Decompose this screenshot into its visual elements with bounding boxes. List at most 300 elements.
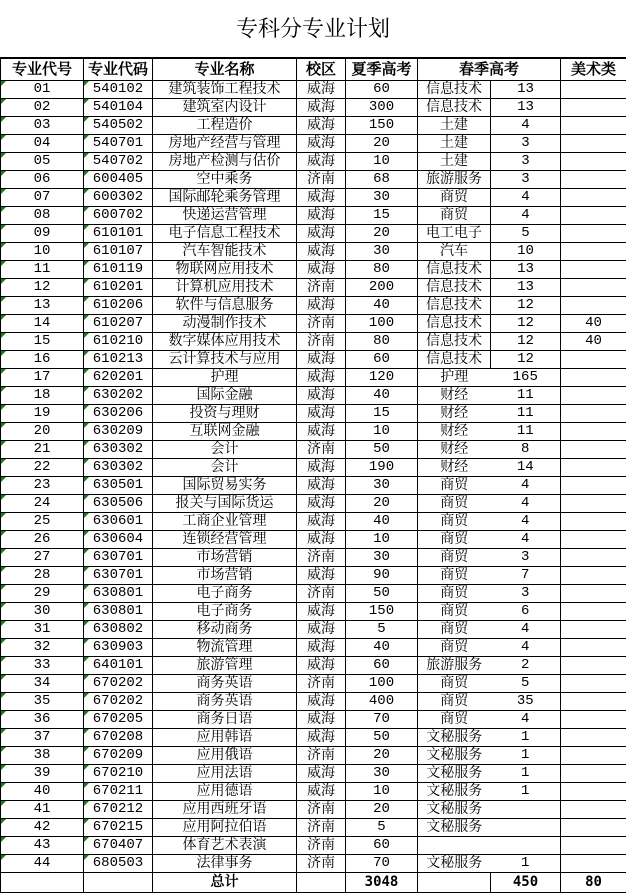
- cell-major-code[interactable]: 610201: [84, 279, 153, 297]
- cell-major-code[interactable]: 630701: [84, 549, 153, 567]
- cell-major-code[interactable]: 640101: [84, 657, 153, 675]
- cell-major-no[interactable]: 28: [1, 567, 84, 585]
- cell-major-code[interactable]: 630206: [84, 405, 153, 423]
- cell-major-name[interactable]: 商务日语: [153, 711, 297, 729]
- cell-art-quota[interactable]: [561, 297, 626, 315]
- cell-major-no[interactable]: 16: [1, 351, 84, 369]
- cell-major-name[interactable]: 工商企业管理: [153, 513, 297, 531]
- cell-major-code[interactable]: 610213: [84, 351, 153, 369]
- cell-spring-category[interactable]: 信息技术: [418, 99, 491, 117]
- cell-major-name[interactable]: 国际贸易实务: [153, 477, 297, 495]
- cell-campus[interactable]: 威海: [297, 135, 346, 153]
- cell-campus[interactable]: 威海: [297, 297, 346, 315]
- cell-major-name[interactable]: 工程造价: [153, 117, 297, 135]
- cell-summer-quota[interactable]: 300: [346, 99, 418, 117]
- cell-spring-quota[interactable]: 13: [491, 81, 561, 99]
- cell-spring-quota[interactable]: 35: [491, 693, 561, 711]
- cell-campus[interactable]: 济南: [297, 801, 346, 819]
- cell-major-code[interactable]: 600302: [84, 189, 153, 207]
- cell-art-quota[interactable]: 40: [561, 315, 626, 333]
- cell-campus[interactable]: 威海: [297, 261, 346, 279]
- cell-major-code[interactable]: 610210: [84, 333, 153, 351]
- cell-spring-quota[interactable]: 3: [491, 135, 561, 153]
- cell-campus[interactable]: 威海: [297, 459, 346, 477]
- cell-spring-category[interactable]: 商贸: [418, 207, 491, 225]
- cell-summer-quota[interactable]: 400: [346, 693, 418, 711]
- cell-spring-quota[interactable]: 7: [491, 567, 561, 585]
- cell-campus[interactable]: 威海: [297, 657, 346, 675]
- cell-spring-category[interactable]: 护理: [418, 369, 491, 387]
- total-empty[interactable]: [297, 873, 346, 893]
- cell-major-name[interactable]: 互联网金融: [153, 423, 297, 441]
- cell-art-quota[interactable]: [561, 189, 626, 207]
- cell-summer-quota[interactable]: 100: [346, 315, 418, 333]
- cell-campus[interactable]: 济南: [297, 837, 346, 855]
- cell-art-quota[interactable]: [561, 621, 626, 639]
- cell-art-quota[interactable]: [561, 711, 626, 729]
- cell-spring-quota[interactable]: 1: [491, 783, 561, 801]
- cell-major-no[interactable]: 09: [1, 225, 84, 243]
- cell-campus[interactable]: 威海: [297, 531, 346, 549]
- cell-spring-quota[interactable]: 4: [491, 189, 561, 207]
- cell-spring-category[interactable]: 商贸: [418, 495, 491, 513]
- cell-spring-quota[interactable]: 1: [491, 729, 561, 747]
- cell-campus[interactable]: 威海: [297, 351, 346, 369]
- cell-spring-category[interactable]: [418, 837, 491, 855]
- cell-major-code[interactable]: 670208: [84, 729, 153, 747]
- cell-campus[interactable]: 威海: [297, 387, 346, 405]
- cell-summer-quota[interactable]: 60: [346, 657, 418, 675]
- cell-spring-quota[interactable]: 3: [491, 153, 561, 171]
- cell-major-no[interactable]: 19: [1, 405, 84, 423]
- cell-spring-category[interactable]: 旅游服务: [418, 657, 491, 675]
- cell-art-quota[interactable]: [561, 729, 626, 747]
- total-spring[interactable]: 450: [491, 873, 561, 893]
- cell-major-name[interactable]: 建筑室内设计: [153, 99, 297, 117]
- cell-major-code[interactable]: 630209: [84, 423, 153, 441]
- cell-major-no[interactable]: 44: [1, 855, 84, 873]
- cell-campus[interactable]: 威海: [297, 225, 346, 243]
- cell-major-name[interactable]: 应用法语: [153, 765, 297, 783]
- cell-major-name[interactable]: 电子商务: [153, 603, 297, 621]
- cell-spring-category[interactable]: 土建: [418, 117, 491, 135]
- cell-spring-quota[interactable]: 13: [491, 279, 561, 297]
- cell-summer-quota[interactable]: 68: [346, 171, 418, 189]
- total-art[interactable]: 80: [561, 873, 626, 893]
- cell-summer-quota[interactable]: 60: [346, 351, 418, 369]
- cell-major-code[interactable]: 630302: [84, 459, 153, 477]
- cell-major-code[interactable]: 630701: [84, 567, 153, 585]
- cell-major-no[interactable]: 34: [1, 675, 84, 693]
- cell-major-code[interactable]: 540102: [84, 81, 153, 99]
- cell-summer-quota[interactable]: 100: [346, 675, 418, 693]
- cell-spring-category[interactable]: 商贸: [418, 621, 491, 639]
- cell-major-no[interactable]: 37: [1, 729, 84, 747]
- cell-campus[interactable]: 威海: [297, 99, 346, 117]
- cell-major-name[interactable]: 商务英语: [153, 693, 297, 711]
- cell-spring-quota[interactable]: 5: [491, 675, 561, 693]
- cell-spring-category[interactable]: 商贸: [418, 603, 491, 621]
- cell-major-no[interactable]: 21: [1, 441, 84, 459]
- cell-summer-quota[interactable]: 20: [346, 495, 418, 513]
- cell-spring-category[interactable]: 商贸: [418, 549, 491, 567]
- cell-major-name[interactable]: 物流管理: [153, 639, 297, 657]
- cell-summer-quota[interactable]: 70: [346, 711, 418, 729]
- cell-summer-quota[interactable]: 10: [346, 531, 418, 549]
- cell-major-name[interactable]: 应用阿拉伯语: [153, 819, 297, 837]
- cell-spring-quota[interactable]: 6: [491, 603, 561, 621]
- cell-spring-category[interactable]: 文秘服务: [418, 783, 491, 801]
- cell-spring-category[interactable]: 信息技术: [418, 351, 491, 369]
- cell-major-no[interactable]: 31: [1, 621, 84, 639]
- cell-spring-quota[interactable]: [491, 837, 561, 855]
- cell-major-code[interactable]: 610107: [84, 243, 153, 261]
- cell-major-code[interactable]: 670215: [84, 819, 153, 837]
- cell-major-name[interactable]: 市场营销: [153, 567, 297, 585]
- cell-art-quota[interactable]: [561, 675, 626, 693]
- cell-art-quota[interactable]: [561, 477, 626, 495]
- cell-summer-quota[interactable]: 15: [346, 405, 418, 423]
- cell-spring-category[interactable]: 商贸: [418, 531, 491, 549]
- cell-art-quota[interactable]: [561, 369, 626, 387]
- header-campus[interactable]: 校区: [297, 59, 346, 81]
- cell-summer-quota[interactable]: 30: [346, 765, 418, 783]
- cell-summer-quota[interactable]: 80: [346, 333, 418, 351]
- cell-major-no[interactable]: 22: [1, 459, 84, 477]
- cell-spring-category[interactable]: 文秘服务: [418, 747, 491, 765]
- cell-major-name[interactable]: 应用韩语: [153, 729, 297, 747]
- cell-campus[interactable]: 威海: [297, 153, 346, 171]
- cell-summer-quota[interactable]: 10: [346, 153, 418, 171]
- cell-art-quota[interactable]: [561, 261, 626, 279]
- cell-major-code[interactable]: 670202: [84, 675, 153, 693]
- cell-summer-quota[interactable]: 50: [346, 585, 418, 603]
- cell-art-quota[interactable]: [561, 513, 626, 531]
- cell-major-code[interactable]: 610206: [84, 297, 153, 315]
- cell-summer-quota[interactable]: 60: [346, 837, 418, 855]
- total-label[interactable]: 总计: [153, 873, 297, 893]
- cell-art-quota[interactable]: [561, 549, 626, 567]
- cell-art-quota[interactable]: 40: [561, 333, 626, 351]
- cell-art-quota[interactable]: [561, 603, 626, 621]
- cell-major-no[interactable]: 05: [1, 153, 84, 171]
- cell-major-code[interactable]: 670210: [84, 765, 153, 783]
- cell-summer-quota[interactable]: 50: [346, 441, 418, 459]
- cell-spring-quota[interactable]: 11: [491, 423, 561, 441]
- cell-campus[interactable]: 威海: [297, 423, 346, 441]
- cell-campus[interactable]: 济南: [297, 585, 346, 603]
- cell-major-name[interactable]: 建筑装饰工程技术: [153, 81, 297, 99]
- cell-summer-quota[interactable]: 30: [346, 549, 418, 567]
- cell-art-quota[interactable]: [561, 693, 626, 711]
- cell-major-no[interactable]: 35: [1, 693, 84, 711]
- cell-campus[interactable]: 济南: [297, 441, 346, 459]
- cell-art-quota[interactable]: [561, 225, 626, 243]
- cell-summer-quota[interactable]: 5: [346, 621, 418, 639]
- cell-major-code[interactable]: 540701: [84, 135, 153, 153]
- cell-spring-quota[interactable]: 1: [491, 765, 561, 783]
- cell-major-no[interactable]: 32: [1, 639, 84, 657]
- cell-major-name[interactable]: 应用俄语: [153, 747, 297, 765]
- cell-major-no[interactable]: 20: [1, 423, 84, 441]
- cell-summer-quota[interactable]: 150: [346, 117, 418, 135]
- cell-spring-quota[interactable]: 12: [491, 351, 561, 369]
- cell-spring-category[interactable]: 财经: [418, 441, 491, 459]
- cell-spring-quota[interactable]: 4: [491, 207, 561, 225]
- cell-spring-quota[interactable]: 4: [491, 495, 561, 513]
- cell-summer-quota[interactable]: 150: [346, 603, 418, 621]
- cell-major-no[interactable]: 39: [1, 765, 84, 783]
- cell-summer-quota[interactable]: 190: [346, 459, 418, 477]
- cell-spring-quota[interactable]: 3: [491, 171, 561, 189]
- cell-campus[interactable]: 威海: [297, 765, 346, 783]
- cell-campus[interactable]: 威海: [297, 243, 346, 261]
- cell-major-code[interactable]: 670211: [84, 783, 153, 801]
- cell-major-no[interactable]: 38: [1, 747, 84, 765]
- cell-spring-quota[interactable]: 12: [491, 315, 561, 333]
- cell-major-name[interactable]: 房地产经营与管理: [153, 135, 297, 153]
- header-spring-exam[interactable]: 春季高考: [418, 59, 561, 81]
- cell-campus[interactable]: 威海: [297, 711, 346, 729]
- cell-summer-quota[interactable]: 5: [346, 819, 418, 837]
- cell-spring-quota[interactable]: 10: [491, 243, 561, 261]
- cell-campus[interactable]: 威海: [297, 495, 346, 513]
- cell-art-quota[interactable]: [561, 99, 626, 117]
- total-empty[interactable]: [84, 873, 153, 893]
- cell-art-quota[interactable]: [561, 351, 626, 369]
- cell-summer-quota[interactable]: 120: [346, 369, 418, 387]
- cell-major-no[interactable]: 06: [1, 171, 84, 189]
- cell-major-name[interactable]: 体育艺术表演: [153, 837, 297, 855]
- cell-major-name[interactable]: 汽车智能技术: [153, 243, 297, 261]
- cell-major-name[interactable]: 快递运营管理: [153, 207, 297, 225]
- cell-major-code[interactable]: 630302: [84, 441, 153, 459]
- cell-major-no[interactable]: 11: [1, 261, 84, 279]
- cell-art-quota[interactable]: [561, 495, 626, 513]
- cell-campus[interactable]: 济南: [297, 675, 346, 693]
- cell-major-name[interactable]: 空中乘务: [153, 171, 297, 189]
- cell-art-quota[interactable]: [561, 81, 626, 99]
- cell-major-name[interactable]: 国际金融: [153, 387, 297, 405]
- cell-summer-quota[interactable]: 20: [346, 225, 418, 243]
- cell-spring-quota[interactable]: 4: [491, 711, 561, 729]
- cell-campus[interactable]: 威海: [297, 369, 346, 387]
- cell-major-name[interactable]: 市场营销: [153, 549, 297, 567]
- cell-campus[interactable]: 威海: [297, 729, 346, 747]
- cell-major-no[interactable]: 04: [1, 135, 84, 153]
- cell-spring-quota[interactable]: 165: [491, 369, 561, 387]
- cell-major-no[interactable]: 12: [1, 279, 84, 297]
- cell-campus[interactable]: 济南: [297, 279, 346, 297]
- cell-art-quota[interactable]: [561, 531, 626, 549]
- cell-spring-category[interactable]: 信息技术: [418, 297, 491, 315]
- cell-major-no[interactable]: 30: [1, 603, 84, 621]
- cell-spring-quota[interactable]: 3: [491, 549, 561, 567]
- total-summer[interactable]: 3048: [346, 873, 418, 893]
- cell-major-no[interactable]: 27: [1, 549, 84, 567]
- cell-spring-category[interactable]: 商贸: [418, 711, 491, 729]
- cell-campus[interactable]: 济南: [297, 747, 346, 765]
- cell-spring-category[interactable]: 商贸: [418, 477, 491, 495]
- cell-spring-category[interactable]: 商贸: [418, 585, 491, 603]
- cell-art-quota[interactable]: [561, 585, 626, 603]
- cell-campus[interactable]: 威海: [297, 621, 346, 639]
- cell-major-name[interactable]: 动漫制作技术: [153, 315, 297, 333]
- cell-campus[interactable]: 威海: [297, 477, 346, 495]
- cell-spring-category[interactable]: 商贸: [418, 675, 491, 693]
- cell-spring-category[interactable]: 信息技术: [418, 279, 491, 297]
- cell-major-code[interactable]: 610207: [84, 315, 153, 333]
- cell-major-code[interactable]: 600702: [84, 207, 153, 225]
- cell-summer-quota[interactable]: 10: [346, 783, 418, 801]
- total-empty[interactable]: [418, 873, 491, 893]
- cell-major-no[interactable]: 26: [1, 531, 84, 549]
- cell-spring-quota[interactable]: 11: [491, 405, 561, 423]
- cell-spring-category[interactable]: 财经: [418, 459, 491, 477]
- cell-summer-quota[interactable]: 50: [346, 729, 418, 747]
- cell-art-quota[interactable]: [561, 387, 626, 405]
- cell-major-name[interactable]: 移动商务: [153, 621, 297, 639]
- cell-summer-quota[interactable]: 60: [346, 81, 418, 99]
- cell-art-quota[interactable]: [561, 639, 626, 657]
- cell-major-no[interactable]: 10: [1, 243, 84, 261]
- cell-spring-category[interactable]: 土建: [418, 153, 491, 171]
- cell-major-no[interactable]: 02: [1, 99, 84, 117]
- cell-major-code[interactable]: 630802: [84, 621, 153, 639]
- cell-spring-category[interactable]: 财经: [418, 387, 491, 405]
- cell-spring-quota[interactable]: 12: [491, 297, 561, 315]
- cell-major-code[interactable]: 630202: [84, 387, 153, 405]
- cell-spring-category[interactable]: 土建: [418, 135, 491, 153]
- cell-major-name[interactable]: 会计: [153, 459, 297, 477]
- cell-spring-category[interactable]: 汽车: [418, 243, 491, 261]
- cell-summer-quota[interactable]: 20: [346, 747, 418, 765]
- cell-art-quota[interactable]: [561, 243, 626, 261]
- cell-summer-quota[interactable]: 70: [346, 855, 418, 873]
- cell-major-name[interactable]: 护理: [153, 369, 297, 387]
- cell-major-code[interactable]: 670205: [84, 711, 153, 729]
- cell-campus[interactable]: 威海: [297, 567, 346, 585]
- cell-spring-category[interactable]: 商贸: [418, 513, 491, 531]
- cell-spring-category[interactable]: 商贸: [418, 639, 491, 657]
- cell-major-no[interactable]: 14: [1, 315, 84, 333]
- cell-campus[interactable]: 威海: [297, 405, 346, 423]
- cell-major-code[interactable]: 540104: [84, 99, 153, 117]
- cell-campus[interactable]: 济南: [297, 855, 346, 873]
- cell-major-name[interactable]: 电子商务: [153, 585, 297, 603]
- cell-major-no[interactable]: 18: [1, 387, 84, 405]
- cell-major-code[interactable]: 670202: [84, 693, 153, 711]
- cell-campus[interactable]: 威海: [297, 189, 346, 207]
- cell-spring-quota[interactable]: [491, 819, 561, 837]
- header-major-name[interactable]: 专业名称: [153, 59, 297, 81]
- cell-summer-quota[interactable]: 80: [346, 261, 418, 279]
- cell-major-code[interactable]: 670407: [84, 837, 153, 855]
- cell-art-quota[interactable]: [561, 207, 626, 225]
- cell-spring-quota[interactable]: 4: [491, 117, 561, 135]
- cell-major-name[interactable]: 房地产检测与估价: [153, 153, 297, 171]
- cell-major-no[interactable]: 43: [1, 837, 84, 855]
- cell-major-no[interactable]: 13: [1, 297, 84, 315]
- cell-art-quota[interactable]: [561, 153, 626, 171]
- cell-spring-category[interactable]: 商贸: [418, 693, 491, 711]
- cell-campus[interactable]: 威海: [297, 513, 346, 531]
- cell-major-name[interactable]: 应用德语: [153, 783, 297, 801]
- cell-major-no[interactable]: 29: [1, 585, 84, 603]
- cell-major-name[interactable]: 计算机应用技术: [153, 279, 297, 297]
- cell-spring-quota[interactable]: 14: [491, 459, 561, 477]
- cell-spring-quota[interactable]: 13: [491, 99, 561, 117]
- cell-summer-quota[interactable]: 40: [346, 387, 418, 405]
- cell-major-no[interactable]: 07: [1, 189, 84, 207]
- cell-major-name[interactable]: 云计算技术与应用: [153, 351, 297, 369]
- cell-major-code[interactable]: 620201: [84, 369, 153, 387]
- cell-major-name[interactable]: 连锁经营管理: [153, 531, 297, 549]
- cell-major-name[interactable]: 数字媒体应用技术: [153, 333, 297, 351]
- header-major-code[interactable]: 专业代码: [84, 59, 153, 81]
- cell-major-no[interactable]: 08: [1, 207, 84, 225]
- cell-major-no[interactable]: 01: [1, 81, 84, 99]
- cell-major-code[interactable]: 630501: [84, 477, 153, 495]
- cell-major-code[interactable]: 630506: [84, 495, 153, 513]
- cell-major-code[interactable]: 630601: [84, 513, 153, 531]
- cell-major-name[interactable]: 商务英语: [153, 675, 297, 693]
- cell-major-code[interactable]: 540702: [84, 153, 153, 171]
- cell-spring-category[interactable]: 文秘服务: [418, 729, 491, 747]
- cell-summer-quota[interactable]: 200: [346, 279, 418, 297]
- cell-art-quota[interactable]: [561, 567, 626, 585]
- cell-art-quota[interactable]: [561, 117, 626, 135]
- cell-major-code[interactable]: 630801: [84, 585, 153, 603]
- cell-major-name[interactable]: 应用西班牙语: [153, 801, 297, 819]
- cell-campus[interactable]: 济南: [297, 819, 346, 837]
- cell-major-code[interactable]: 630801: [84, 603, 153, 621]
- cell-spring-category[interactable]: 信息技术: [418, 315, 491, 333]
- cell-major-code[interactable]: 670212: [84, 801, 153, 819]
- cell-major-code[interactable]: 610101: [84, 225, 153, 243]
- cell-campus[interactable]: 威海: [297, 117, 346, 135]
- cell-spring-category[interactable]: 商贸: [418, 189, 491, 207]
- cell-campus[interactable]: 济南: [297, 333, 346, 351]
- cell-art-quota[interactable]: [561, 837, 626, 855]
- header-summer-exam[interactable]: 夏季高考: [346, 59, 418, 81]
- cell-major-no[interactable]: 24: [1, 495, 84, 513]
- cell-major-no[interactable]: 25: [1, 513, 84, 531]
- cell-spring-quota[interactable]: 4: [491, 621, 561, 639]
- cell-spring-quota[interactable]: 4: [491, 513, 561, 531]
- cell-major-no[interactable]: 42: [1, 819, 84, 837]
- cell-campus[interactable]: 济南: [297, 315, 346, 333]
- cell-spring-quota[interactable]: 3: [491, 585, 561, 603]
- cell-spring-category[interactable]: 财经: [418, 405, 491, 423]
- cell-summer-quota[interactable]: 40: [346, 513, 418, 531]
- cell-art-quota[interactable]: [561, 279, 626, 297]
- cell-major-no[interactable]: 03: [1, 117, 84, 135]
- cell-summer-quota[interactable]: 20: [346, 135, 418, 153]
- cell-major-code[interactable]: 600405: [84, 171, 153, 189]
- cell-spring-quota[interactable]: 11: [491, 387, 561, 405]
- cell-campus[interactable]: 威海: [297, 639, 346, 657]
- cell-major-code[interactable]: 630604: [84, 531, 153, 549]
- cell-spring-category[interactable]: 文秘服务: [418, 801, 491, 819]
- cell-spring-quota[interactable]: 2: [491, 657, 561, 675]
- cell-campus[interactable]: 威海: [297, 783, 346, 801]
- cell-spring-quota[interactable]: 1: [491, 747, 561, 765]
- cell-major-no[interactable]: 17: [1, 369, 84, 387]
- cell-art-quota[interactable]: [561, 405, 626, 423]
- cell-major-no[interactable]: 23: [1, 477, 84, 495]
- header-art[interactable]: 美术类: [561, 59, 626, 81]
